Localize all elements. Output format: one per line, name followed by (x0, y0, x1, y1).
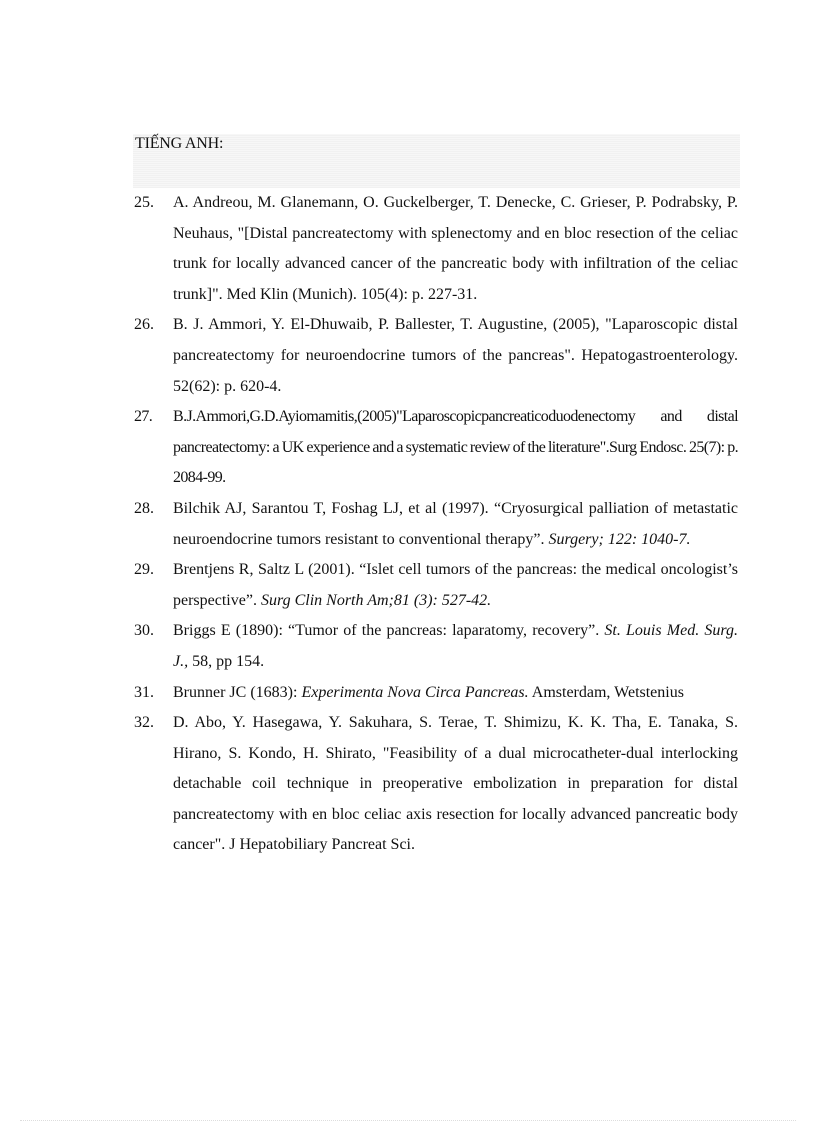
reference-item-30 (133, 616, 738, 677)
section-heading-band (133, 134, 740, 188)
reference-number: 28. (134, 499, 154, 517)
reference-journal: St. Louis Med. Surg. J., (173, 622, 739, 670)
reference-text: Briggs E (1890): “Tumor of the pancreas: laparatomy, recovery”. (173, 622, 600, 640)
reference-journal: Surgery; 122: 1040-7. (548, 530, 691, 548)
reference-text: Brentjens R, Saltz L (2001). “Islet cell tumors of the pancreas: the medical oncologist’s perspective”. (173, 561, 738, 609)
reference-number: 31. (134, 683, 154, 701)
reference-text: B.J.Ammori,G.D.Ayiomamitis,(2005)"Laparoscopicpancreaticoduodenectomy and distal pancreatectomy: a UK experience and a systematic review of the literature".Surg Endosc. 25(7): p. 2084-99. (173, 408, 738, 487)
reference-text: Bilchik AJ, Sarantou T, Foshag LJ, et al (1997). “Cryosurgical palliation of metastatic neuroendocrine tumors resistant to conventional therapy”. (173, 499, 738, 548)
reference-details: Amsterdam, Wetstenius (531, 683, 684, 701)
reference-list (133, 188, 738, 861)
reference-number: 25. (134, 194, 154, 211)
page-bottom-rule (20, 1120, 796, 1121)
reference-text: A. Andreou, M. Glanemann, O. Guckelberger, T. Denecke, C. Grieser, P. Podrabsky, P. Neuhaus, "[Distal pancreatectomy with splenectomy and en bloc resection of the celiac trunk for locally advanced cancer of the pancreatic body with infiltration of the celiac trunk]". Med Klin (Munich). 105(4): p. 227-31. (173, 194, 738, 303)
reference-item-26 (133, 310, 738, 402)
reference-number: 30. (134, 622, 154, 640)
reference-item-28 (133, 494, 738, 555)
reference-item-25 (133, 188, 738, 310)
section-heading: TIẾNG ANH: (135, 135, 224, 152)
reference-item-31 (133, 678, 738, 709)
reference-number: 29. (134, 561, 154, 579)
reference-title: Experimenta Nova Circa Pancreas. (301, 683, 529, 701)
reference-number: 27. (134, 408, 153, 426)
reference-text: D. Abo, Y. Hasegawa, Y. Sakuhara, S. Terae, T. Shimizu, K. K. Tha, E. Tanaka, S. Hirano, S. Kondo, H. Shirato, "Feasibility of a dual microcatheter-dual interlocking detachable coil technique in preoperative embolization in preparation for distal pancreatectomy with en bloc celiac axis resection for locally advanced pancreatic body cancer". J Hepatobiliary Pancreat Sci. (173, 714, 738, 854)
reference-item-29 (133, 555, 738, 616)
reference-text: B. J. Ammori, Y. El-Dhuwaib, P. Ballester, T. Augustine, (2005), "Laparoscopic distal pancreatectomy for neuroendocrine tumors of the pancreas". Hepatogastroenterology. 52(62): p. 620-4. (173, 316, 738, 395)
reference-number: 26. (134, 316, 154, 334)
reference-text: Brunner JC (1683): (173, 683, 298, 701)
reference-item-27 (133, 402, 738, 494)
reference-details: 58, pp 154. (192, 652, 265, 670)
reference-number: 32. (134, 714, 154, 732)
reference-journal: Surg Clin North Am;81 (3): 527-42. (260, 591, 492, 609)
reference-item-32 (133, 708, 738, 861)
